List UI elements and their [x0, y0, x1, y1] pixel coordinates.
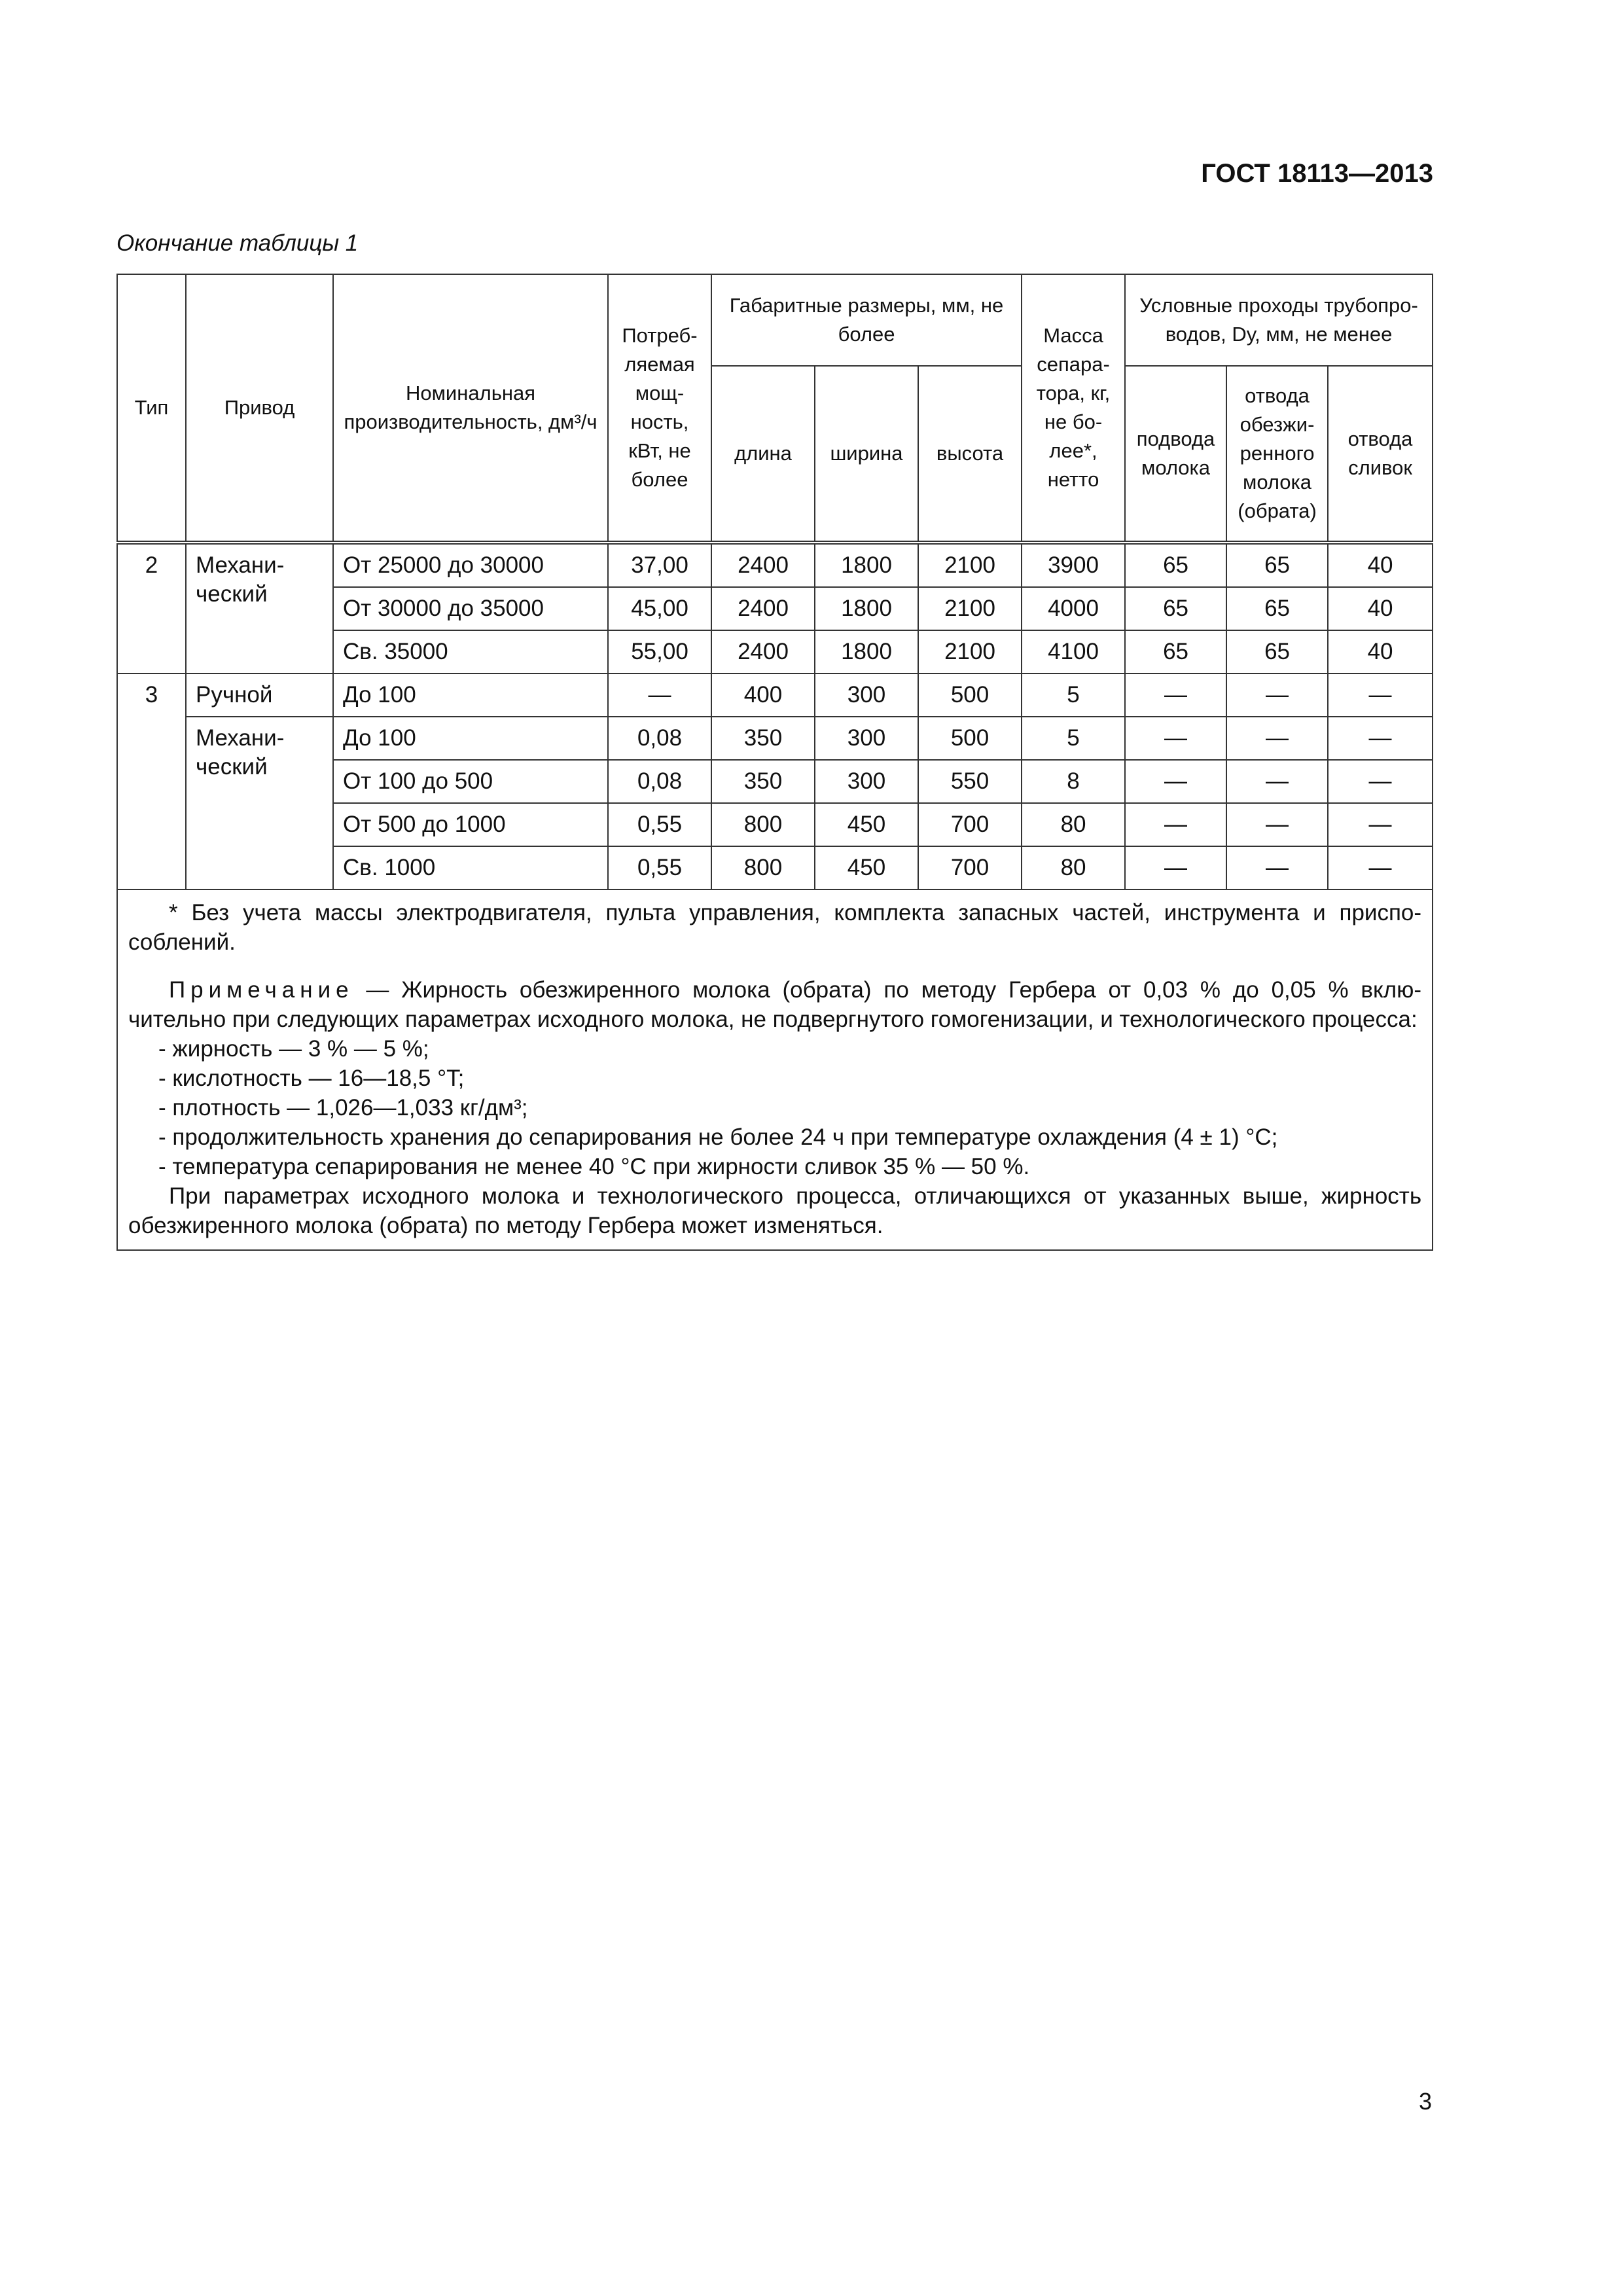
- cell-power: 0,55: [608, 846, 711, 889]
- cell-length: 2400: [711, 543, 815, 587]
- cell-capacity: До 100: [333, 673, 608, 717]
- cell-width: 1800: [815, 587, 918, 630]
- cell-type: 3: [117, 673, 186, 889]
- note-item: - кислотность — 16—18,5 °T;: [158, 1066, 465, 1091]
- header-mass: Масса сепара-тора, кг, не бо-лее*, нетто: [1022, 274, 1125, 543]
- note-label: Примечание: [169, 977, 354, 1003]
- cell-milk-in: —: [1125, 760, 1226, 803]
- cell-capacity: Св. 1000: [333, 846, 608, 889]
- cell-milk-in: 65: [1125, 587, 1226, 630]
- header-length: длина: [711, 366, 815, 543]
- header-pipes: Условные проходы трубопро-водов, Dу, мм, не менее: [1125, 274, 1433, 366]
- note-item: - плотность — 1,026—1,033 кг/дм³;: [158, 1095, 528, 1121]
- cell-length: 350: [711, 717, 815, 760]
- header-milk-in: подвода молока: [1125, 366, 1226, 543]
- cell-capacity: От 25000 до 30000: [333, 543, 608, 587]
- cell-drive: Ручной: [186, 673, 333, 717]
- cell-power: —: [608, 673, 711, 717]
- notes-cell: [117, 889, 1433, 1250]
- note-item: - продолжительность хранения до сепарирования не более 24 ч при температуре охлаждения (4 ± 1) °С;: [158, 1124, 1278, 1150]
- cell-height: 700: [918, 846, 1022, 889]
- cell-power: 45,00: [608, 587, 711, 630]
- cell-width: 300: [815, 760, 918, 803]
- cell-milk-in: 65: [1125, 630, 1226, 673]
- cell-length: 800: [711, 846, 815, 889]
- cell-cream-out: 40: [1328, 587, 1433, 630]
- cell-mass: 3900: [1022, 543, 1125, 587]
- cell-length: 400: [711, 673, 815, 717]
- cell-capacity: От 30000 до 35000: [333, 587, 608, 630]
- cell-capacity: Св. 35000: [333, 630, 608, 673]
- cell-cream-out: —: [1328, 760, 1433, 803]
- cell-cream-out: —: [1328, 717, 1433, 760]
- cell-length: 350: [711, 760, 815, 803]
- header-power: Потреб-ляемая мощ-ность, кВт, не более: [608, 274, 711, 543]
- cell-power: 0,08: [608, 760, 711, 803]
- cell-drive: Механи-ческий: [186, 717, 333, 889]
- header-skim-out: отвода обезжи-ренного молока (обрата): [1226, 366, 1328, 543]
- cell-height: 500: [918, 717, 1022, 760]
- cell-milk-in: —: [1125, 673, 1226, 717]
- table-row: [117, 673, 1433, 717]
- cell-height: 500: [918, 673, 1022, 717]
- page-number: 3: [1418, 2088, 1432, 2115]
- note-paragraph: [128, 975, 1421, 1034]
- cell-mass: 5: [1022, 673, 1125, 717]
- cell-width: 450: [815, 803, 918, 846]
- cell-capacity: От 500 до 1000: [333, 803, 608, 846]
- cell-skim-out: 65: [1226, 587, 1328, 630]
- cell-power: 55,00: [608, 630, 711, 673]
- table-row: [117, 717, 1433, 760]
- header-dimensions: Габаритные размеры, мм, не более: [711, 274, 1022, 366]
- cell-height: 2100: [918, 587, 1022, 630]
- cell-height: 550: [918, 760, 1022, 803]
- cell-type: 2: [117, 543, 186, 673]
- cell-mass: 8: [1022, 760, 1125, 803]
- note-item: - температура сепарирования не менее 40 °С при жирности сливок 35 % — 50 %.: [158, 1154, 1030, 1179]
- document-code: ГОСТ 18113—2013: [1201, 159, 1433, 188]
- cell-width: 300: [815, 673, 918, 717]
- cell-mass: 5: [1022, 717, 1125, 760]
- cell-mass: 80: [1022, 803, 1125, 846]
- cell-power: 0,55: [608, 803, 711, 846]
- cell-width: 300: [815, 717, 918, 760]
- header-type: Тип: [117, 274, 186, 543]
- cell-capacity: До 100: [333, 717, 608, 760]
- table-caption: Окончание таблицы 1: [116, 230, 359, 256]
- cell-drive: Механи-ческий: [186, 543, 333, 673]
- cell-width: 1800: [815, 543, 918, 587]
- cell-cream-out: 40: [1328, 543, 1433, 587]
- cell-skim-out: —: [1226, 760, 1328, 803]
- cell-cream-out: 40: [1328, 630, 1433, 673]
- note-closing: При параметрах исходного молока и технологического процесса, отличающихся от указанных выше, жирность обезжиренного молока (обрата) по методу Гербера может изменяться.: [128, 1183, 1422, 1238]
- cell-skim-out: —: [1226, 673, 1328, 717]
- cell-skim-out: —: [1226, 717, 1328, 760]
- header-cream-out: отвода сливок: [1328, 366, 1433, 543]
- footnote: * Без учета массы электродвигателя, пульта управления, комплекта запасных частей, инструмента и приспо-соблений.: [128, 900, 1422, 955]
- cell-cream-out: —: [1328, 673, 1433, 717]
- note-item: - жирность — 3 % — 5 %;: [158, 1036, 429, 1062]
- cell-length: 800: [711, 803, 815, 846]
- cell-cream-out: —: [1328, 803, 1433, 846]
- cell-power: 37,00: [608, 543, 711, 587]
- cell-milk-in: 65: [1125, 543, 1226, 587]
- cell-length: 2400: [711, 630, 815, 673]
- cell-milk-in: —: [1125, 846, 1226, 889]
- cell-width: 1800: [815, 630, 918, 673]
- specifications-table: [116, 274, 1433, 1251]
- cell-cream-out: —: [1328, 846, 1433, 889]
- header-height: высота: [918, 366, 1022, 543]
- cell-skim-out: —: [1226, 846, 1328, 889]
- cell-height: 2100: [918, 630, 1022, 673]
- cell-skim-out: —: [1226, 803, 1328, 846]
- cell-power: 0,08: [608, 717, 711, 760]
- table-row: [117, 543, 1433, 587]
- cell-length: 2400: [711, 587, 815, 630]
- cell-height: 2100: [918, 543, 1022, 587]
- header-width: ширина: [815, 366, 918, 543]
- note-text: — Жирность обезжиренного молока (обрата) по методу Гербера от 0,03 % до 0,05 % вклю-чительно при следующих параметрах исходного молока, не подвергнутого гомогенизации, и технологического процесса:: [128, 977, 1422, 1032]
- cell-skim-out: 65: [1226, 630, 1328, 673]
- cell-milk-in: —: [1125, 803, 1226, 846]
- cell-capacity: От 100 до 500: [333, 760, 608, 803]
- cell-height: 700: [918, 803, 1022, 846]
- header-capacity: Номинальная производительность, дм³/ч: [333, 274, 608, 543]
- cell-width: 450: [815, 846, 918, 889]
- cell-mass: 80: [1022, 846, 1125, 889]
- cell-mass: 4100: [1022, 630, 1125, 673]
- cell-milk-in: —: [1125, 717, 1226, 760]
- header-drive: Привод: [186, 274, 333, 543]
- cell-skim-out: 65: [1226, 543, 1328, 587]
- cell-mass: 4000: [1022, 587, 1125, 630]
